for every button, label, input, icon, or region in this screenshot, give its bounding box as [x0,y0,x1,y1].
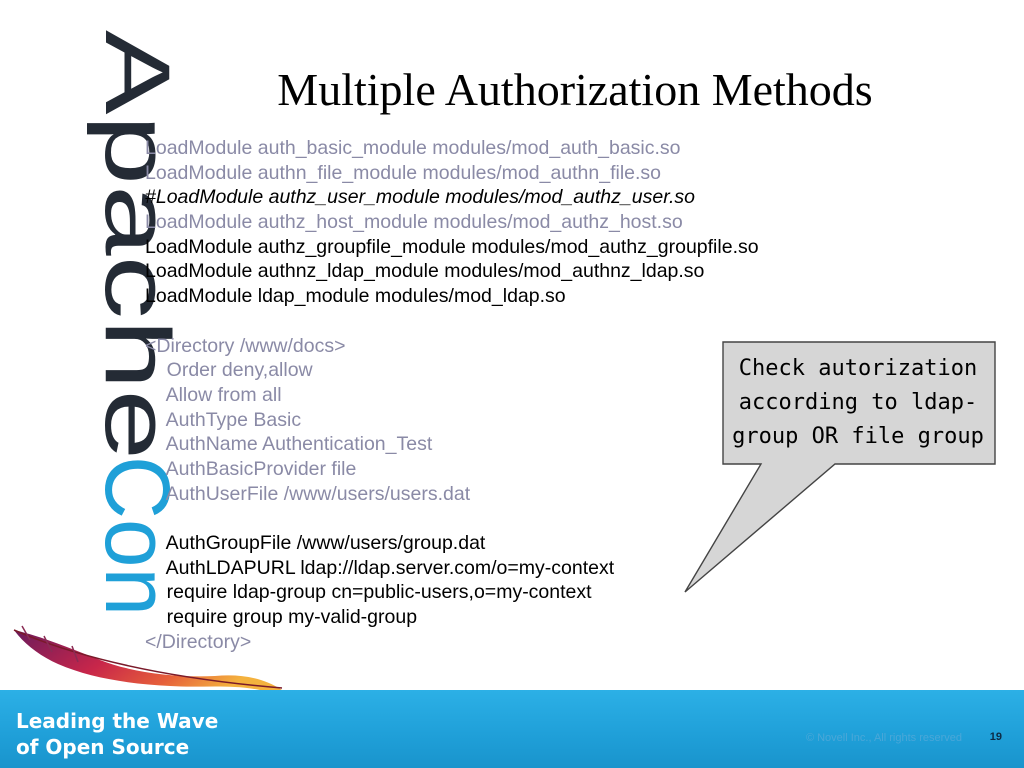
code-line: LoadModule authz_groupfile_module modules/mod_authz_groupfile.so [145,235,759,258]
apachecon-wordmark-con: Con [86,456,188,625]
code-line: <Directory /www/docs> [145,334,346,357]
code-blank-line [145,309,865,334]
code-line: require group my-valid-group [145,606,418,629]
callout-line: group OR file group [732,424,984,449]
code-line: LoadModule ldap_module modules/mod_ldap.so [145,285,566,308]
code-line: AuthBasicProvider file [145,457,357,480]
callout-line: according to ldap- [738,390,978,415]
apachecon-wordmark-apache: Apache [86,30,188,343]
code-line: LoadModule authz_host_module modules/mod_authz_host.so [145,211,683,234]
code-line: </Directory> [145,630,252,653]
page-number: 19 [989,731,1002,743]
code-line: AuthType Basic [145,408,302,431]
code-line: AuthUserFile /www/users/users.dat [145,482,471,505]
copyright-notice: © Novell Inc., All rights reserved [805,732,962,744]
code-line: LoadModule authnz_ldap_module modules/mod_authnz_ldap.so [145,260,705,283]
callout-line: Check autorization [738,356,978,381]
code-line: #LoadModule authz_user_module modules/mod_authz_user.so [145,186,695,209]
code-line: LoadModule auth_basic_module modules/mod_auth_basic.so [145,137,681,159]
slide-title: Multiple Authorization Methods [277,64,873,115]
apachecon-logo [0,0,188,690]
code-line: LoadModule authn_file_module modules/mod_authn_file.so [145,161,662,184]
code-line: Order deny,allow [145,359,313,382]
callout-text [725,352,991,454]
code-line: Allow from all [145,383,282,406]
footer-tagline-line-1: Leading the Wave [16,709,219,733]
code-line: AuthGroupFile /www/users/group.dat [145,532,486,554]
code-line: AuthLDAPURL ldap://ldap.server.com/o=my-context [145,556,615,579]
footer-tagline [16,708,218,760]
footer-band [0,690,1024,768]
code-line: AuthName Authentication_Test [145,433,433,456]
code-line: require ldap-group cn=public-users,o=my-context [145,581,592,604]
footer-tagline-line-2: of Open Source [16,735,190,759]
